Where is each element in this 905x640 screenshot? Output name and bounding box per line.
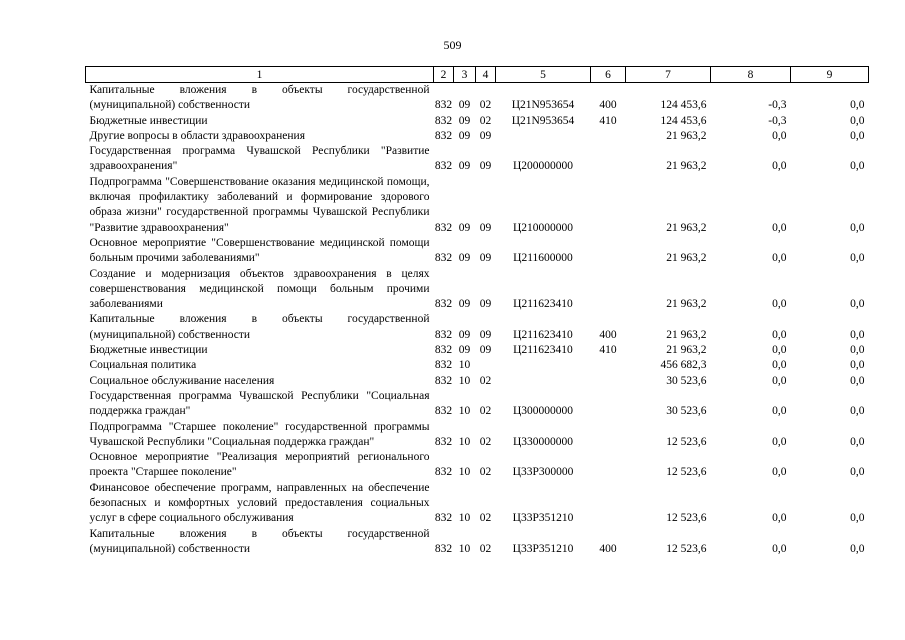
cell-amount-total: 21 963,2 <box>666 328 707 341</box>
cell-code-expense-type: 400 <box>599 328 617 341</box>
cell-code-target: Ц200000000 <box>512 160 574 173</box>
cell-code-subsection: 02 <box>479 542 492 555</box>
cell-code-subsection: 09 <box>479 129 492 142</box>
cell-amount-change: 0,0 <box>772 298 787 311</box>
page-number: 509 <box>443 38 462 52</box>
cell-amount-change: 0,0 <box>772 374 787 387</box>
cell-row-name: Социальная политика <box>89 359 197 372</box>
cell-code-target: Ц21N953654 <box>511 99 575 112</box>
cell-code-section: 09 <box>458 160 471 173</box>
cell-code-target: Ц21N953654 <box>511 114 575 127</box>
cell-code-target <box>496 129 591 144</box>
cell-amount-change: 0,0 <box>772 435 787 448</box>
table-row <box>86 343 869 358</box>
cell-code-subsection: 09 <box>479 344 492 357</box>
cell-code-expense-type: 410 <box>599 114 617 127</box>
cell-amount-next: 0,0 <box>850 160 865 173</box>
cell-code-section: 10 <box>458 466 471 479</box>
cell-code-admin: 832 <box>434 405 453 418</box>
cell-code-section: 09 <box>458 298 471 311</box>
cell-code-expense-type <box>591 481 626 527</box>
cell-code-section: 09 <box>458 252 471 265</box>
cell-code-expense-type <box>591 420 626 451</box>
cell-amount-next: 0,0 <box>850 114 865 127</box>
cell-amount-total: 30 523,6 <box>666 374 707 387</box>
cell-row-name: Финансовое обеспечение программ, направленных на обеспечение безопасных и комфортных условий предоставления социальных услуг в сфере социального обслуживания <box>89 481 430 525</box>
column-header: 1 <box>86 67 434 83</box>
cell-code-expense-type <box>591 389 626 420</box>
cell-code-expense-type <box>591 358 626 373</box>
cell-code-section: 09 <box>458 328 471 341</box>
table-row <box>86 83 869 114</box>
cell-code-expense-type <box>591 450 626 481</box>
cell-amount-next: 0,0 <box>850 374 865 387</box>
column-header: 8 <box>711 67 791 83</box>
cell-code-target <box>496 374 591 389</box>
cell-code-admin: 832 <box>434 542 453 555</box>
cell-code-subsection: 09 <box>479 328 492 341</box>
cell-row-name: Основное мероприятие "Совершенствование медицинской помощи больным прочими заболеваниями" <box>89 236 430 265</box>
table-row <box>86 481 869 527</box>
table-row <box>86 267 869 313</box>
cell-amount-change: 0,0 <box>772 129 787 142</box>
cell-code-subsection: 09 <box>479 298 492 311</box>
cell-code-subsection: 02 <box>479 435 492 448</box>
cell-amount-change: 0,0 <box>772 160 787 173</box>
cell-amount-total: 12 523,6 <box>666 512 707 525</box>
cell-row-name: Капитальные вложения в объекты государственной (муниципальной) собственности <box>89 527 430 555</box>
cell-amount-next: 0,0 <box>850 129 865 142</box>
table-row <box>86 374 869 389</box>
table-row <box>86 144 869 175</box>
cell-amount-total: 21 963,2 <box>666 160 707 173</box>
cell-amount-next: 0,0 <box>850 252 865 265</box>
column-header: 3 <box>454 67 476 83</box>
cell-amount-next: 0,0 <box>850 328 865 341</box>
cell-code-section: 10 <box>458 542 471 555</box>
cell-amount-change: 0,0 <box>772 405 787 418</box>
cell-code-expense-type: 400 <box>599 99 617 112</box>
cell-amount-total: 124 453,6 <box>660 114 707 127</box>
cell-code-expense-type <box>591 144 626 175</box>
cell-code-target: Ц33P351210 <box>512 512 574 525</box>
table-row <box>86 114 869 129</box>
cell-code-subsection: 09 <box>479 221 492 234</box>
cell-amount-total: 456 682,3 <box>660 359 707 372</box>
cell-code-expense-type <box>591 129 626 144</box>
cell-code-admin: 832 <box>434 374 453 387</box>
cell-code-section: 09 <box>458 99 471 112</box>
cell-amount-next: 0,0 <box>850 466 865 479</box>
cell-code-subsection: 02 <box>479 512 492 525</box>
cell-code-section: 09 <box>458 114 471 127</box>
cell-code-admin: 832 <box>434 252 453 265</box>
cell-code-target: Ц211600000 <box>513 252 573 265</box>
cell-code-subsection: 02 <box>479 405 492 418</box>
cell-code-subsection: 02 <box>479 374 492 387</box>
cell-amount-total: 12 523,6 <box>666 435 707 448</box>
table-row <box>86 236 869 267</box>
cell-code-admin: 832 <box>434 344 453 357</box>
cell-code-admin: 832 <box>434 221 453 234</box>
cell-row-name: Капитальные вложения в объекты государственной (муниципальной) собственности <box>89 313 430 341</box>
cell-code-section: 10 <box>458 374 471 387</box>
cell-amount-change: 0,0 <box>772 344 787 357</box>
table-body <box>86 83 869 558</box>
cell-amount-change: 0,0 <box>772 328 787 341</box>
cell-code-subsection: 02 <box>479 466 492 479</box>
cell-code-expense-type: 410 <box>599 344 617 357</box>
cell-code-expense-type: 400 <box>599 542 617 555</box>
cell-row-name: Капитальные вложения в объекты государственной (муниципальной) собственности <box>89 84 430 112</box>
cell-code-subsection: 09 <box>479 160 492 173</box>
cell-code-admin: 832 <box>434 359 453 372</box>
cell-amount-change: 0,0 <box>772 512 787 525</box>
cell-code-target: Ц33P300000 <box>512 466 574 479</box>
column-header: 9 <box>791 67 869 83</box>
table-row <box>86 420 869 451</box>
cell-code-target: Ц300000000 <box>512 405 574 418</box>
cell-code-target: Ц211623410 <box>513 344 573 357</box>
cell-code-target <box>496 358 591 373</box>
column-header: 4 <box>476 67 496 83</box>
cell-amount-next: 0,0 <box>850 542 865 555</box>
table-row <box>86 450 869 481</box>
budget-table <box>85 66 869 557</box>
cell-amount-change: -0,3 <box>768 99 787 112</box>
cell-amount-next: 0,0 <box>850 298 865 311</box>
cell-code-target: Ц33P351210 <box>512 542 574 555</box>
cell-row-name: Социальное обслуживание населения <box>89 374 275 387</box>
cell-amount-change: -0,3 <box>768 114 787 127</box>
cell-amount-change: 0,0 <box>772 252 787 265</box>
cell-code-subsection: 09 <box>479 252 492 265</box>
cell-row-name: Другие вопросы в области здравоохранения <box>89 129 305 142</box>
column-header: 6 <box>591 67 626 83</box>
cell-code-admin: 832 <box>434 328 453 341</box>
cell-code-admin: 832 <box>434 114 453 127</box>
cell-amount-total: 30 523,6 <box>666 405 707 418</box>
header-row <box>86 67 869 83</box>
cell-code-admin: 832 <box>434 298 453 311</box>
cell-amount-total: 12 523,6 <box>666 466 707 479</box>
cell-amount-next: 0,0 <box>850 405 865 418</box>
cell-amount-total: 124 453,6 <box>660 99 707 112</box>
cell-code-section: 10 <box>458 435 471 448</box>
cell-amount-change: 0,0 <box>772 466 787 479</box>
cell-code-target: Ц330000000 <box>512 435 574 448</box>
cell-code-subsection: 02 <box>479 114 492 127</box>
column-header: 7 <box>626 67 711 83</box>
cell-code-subsection <box>476 358 496 373</box>
cell-code-section: 10 <box>458 359 471 372</box>
cell-code-admin: 832 <box>434 129 453 142</box>
cell-code-subsection: 02 <box>479 99 492 112</box>
cell-amount-next: 0,0 <box>850 221 865 234</box>
cell-row-name: Государственная программа Чувашской Республики "Развитие здравоохранения" <box>89 145 430 173</box>
cell-code-section: 09 <box>458 344 471 357</box>
table-row <box>86 358 869 373</box>
cell-amount-total: 12 523,6 <box>666 542 707 555</box>
cell-amount-next: 0,0 <box>850 344 865 357</box>
cell-code-admin: 832 <box>434 435 453 448</box>
cell-amount-total: 21 963,2 <box>666 129 707 142</box>
cell-code-admin: 832 <box>434 512 453 525</box>
cell-code-expense-type <box>591 236 626 267</box>
cell-amount-next: 0,0 <box>850 435 865 448</box>
cell-row-name: Подпрограмма "Старшее поколение" государственной программы Чувашской Республики "Социальная поддержка граждан" <box>89 420 430 448</box>
cell-row-name: Бюджетные инвестиции <box>89 344 208 357</box>
cell-code-section: 09 <box>458 129 471 142</box>
cell-amount-total: 21 963,2 <box>666 252 707 265</box>
cell-code-section: 10 <box>458 405 471 418</box>
table-row <box>86 527 869 558</box>
cell-row-name: Подпрограмма "Совершенствование оказания медицинской помощи, включая профилактику заболеваний и формирование здорового образа жизни" государственной программы Чувашской Республики "Развитие здравоохранения" <box>89 175 430 234</box>
cell-amount-next: 0,0 <box>850 512 865 525</box>
cell-amount-total: 21 963,2 <box>666 298 707 311</box>
cell-code-admin: 832 <box>434 466 453 479</box>
cell-code-expense-type <box>591 267 626 313</box>
column-header: 5 <box>496 67 591 83</box>
cell-row-name: Основное мероприятие "Реализация мероприятий регионального проекта "Старшее поколение" <box>89 451 430 479</box>
column-header: 2 <box>434 67 454 83</box>
table-row <box>86 389 869 420</box>
cell-code-expense-type <box>591 175 626 236</box>
cell-code-target: Ц211623410 <box>513 328 573 341</box>
cell-row-name: Создание и модернизация объектов здравоохранения в целях совершенствования медицинской помощи больным прочими заболеваниями <box>89 267 430 311</box>
cell-amount-change: 0,0 <box>772 359 787 372</box>
cell-code-expense-type <box>591 374 626 389</box>
table-row <box>86 129 869 144</box>
cell-code-admin: 832 <box>434 99 453 112</box>
cell-amount-next: 0,0 <box>850 359 865 372</box>
cell-amount-next: 0,0 <box>850 99 865 112</box>
cell-row-name: Бюджетные инвестиции <box>89 114 208 127</box>
table-row <box>86 312 869 343</box>
cell-code-section: 10 <box>458 512 471 525</box>
table-row <box>86 175 869 236</box>
cell-amount-change: 0,0 <box>772 221 787 234</box>
cell-code-admin: 832 <box>434 160 453 173</box>
cell-code-target: Ц211623410 <box>513 298 573 311</box>
cell-code-section: 09 <box>458 221 471 234</box>
cell-amount-total: 21 963,2 <box>666 221 707 234</box>
cell-amount-change: 0,0 <box>772 542 787 555</box>
cell-code-target: Ц210000000 <box>512 221 574 234</box>
cell-amount-total: 21 963,2 <box>666 344 707 357</box>
cell-row-name: Государственная программа Чувашской Республики "Социальная поддержка граждан" <box>89 389 430 418</box>
